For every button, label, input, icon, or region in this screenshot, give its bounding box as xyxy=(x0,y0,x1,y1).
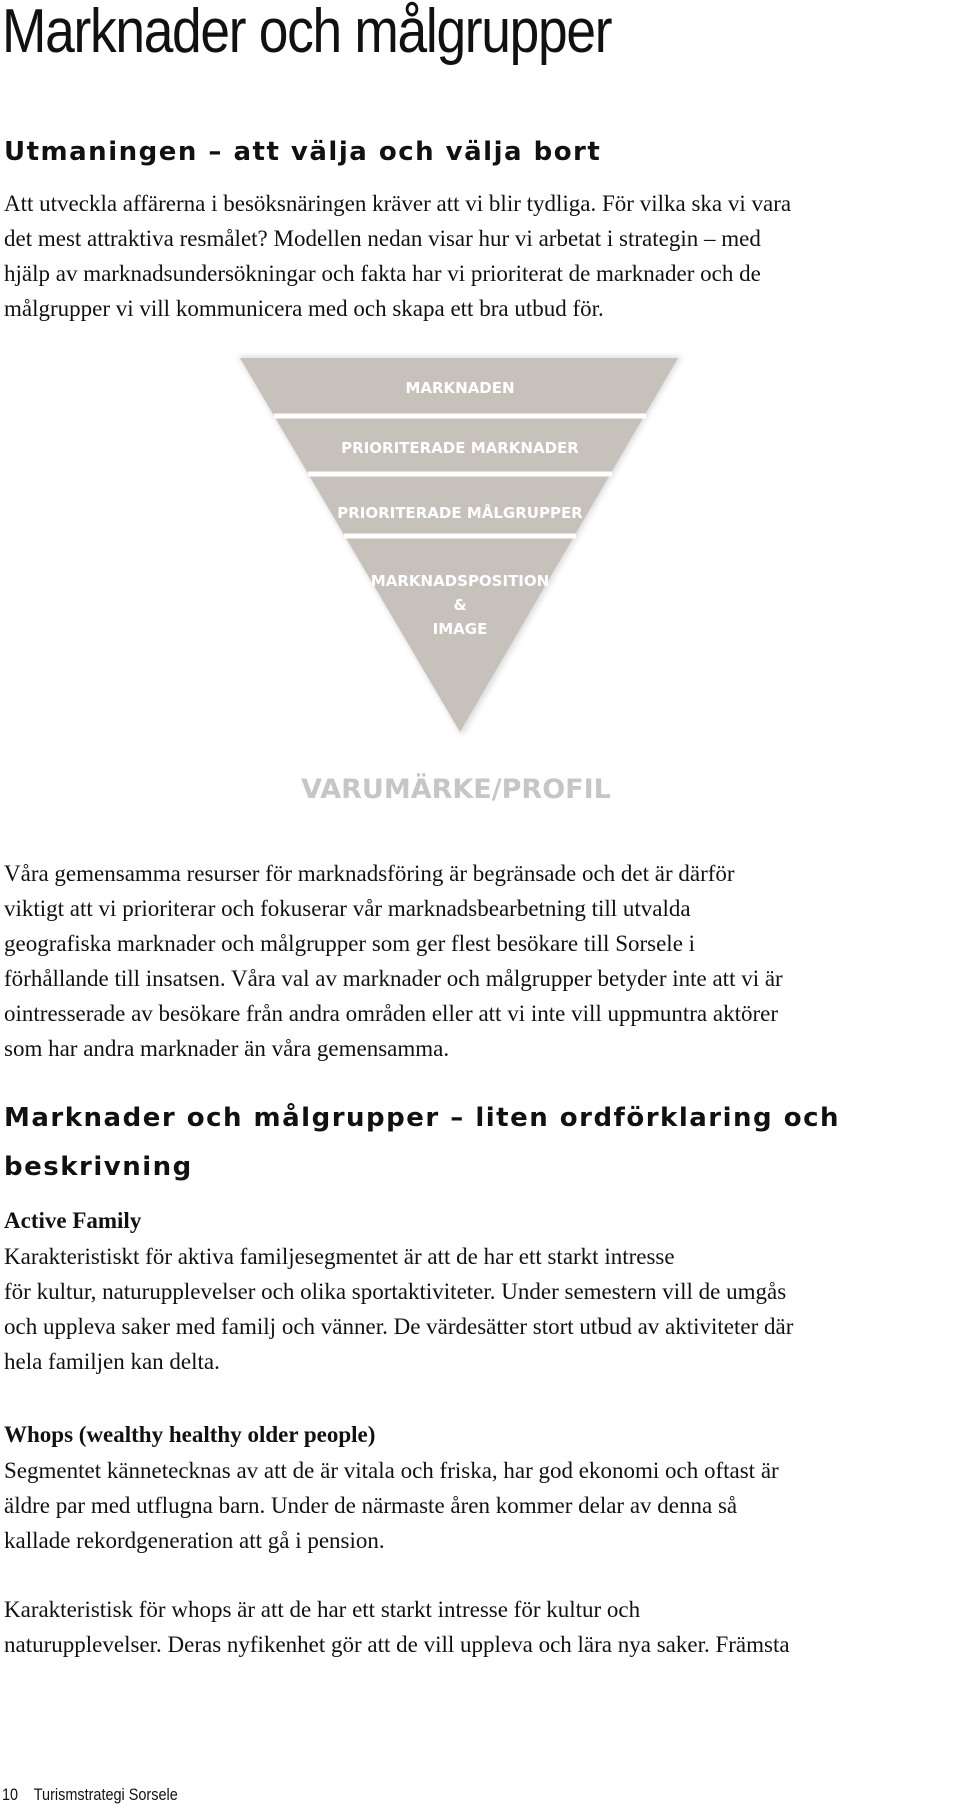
page-title: Marknader och målgrupper xyxy=(2,0,612,66)
funnel-apex-line-1: MARKNADSPOSITION xyxy=(370,572,550,590)
section-heading-utmaningen: Utmaningen – att välja och välja bort xyxy=(4,137,602,167)
section-heading-ordforklaring-line1: Marknader och målgrupper – liten ordförklaring och xyxy=(4,1103,840,1133)
segment-text-active-family: Karakteristiskt för aktiva familjesegmentet är att de har ett starkt intresse för kultur, naturupplevelser och olika sportaktiviteter. Under semestern vill de umgås och uppleva saker med familj och vänner. De värdesätter stort utbud av aktiviteter där hela familjen kan delta. xyxy=(4,1244,794,1374)
page-footer xyxy=(2,1785,178,1805)
footer-page-number: 10 xyxy=(2,1785,19,1804)
funnel-level-marknaden: MARKNADEN xyxy=(405,379,515,397)
funnel-level-prioriterade-marknader: PRIORITERADE MARKNADER xyxy=(341,439,579,457)
funnel-label-varumarke-profil: VARUMÄRKE/PROFIL xyxy=(301,774,611,805)
funnel-apex-line-2: & xyxy=(453,596,467,614)
segment-text-whops-2: Karakteristisk för whops är att de har ett starkt intresse för kultur och naturupplevelser. Deras nyfikenhet gör att de vill uppleva och lära nya saker. Främsta xyxy=(4,1597,790,1657)
segment-title-whops: Whops (wealthy healthy older people) xyxy=(4,1422,376,1447)
section-heading-ordforklaring-line2: beskrivning xyxy=(4,1152,193,1182)
funnel-apex-line-3: IMAGE xyxy=(432,620,488,638)
segment-text-whops: Segmentet kännetecknas av att de är vitala och friska, har god ekonomi och oftast är äldre par med utflugna barn. Under de närmaste åren kommer delar av denna så kallade rekordgeneration att gå i pension. xyxy=(4,1458,779,1553)
footer-document-title: Turismstrategi Sorsele xyxy=(33,1785,178,1804)
segment-title-active-family: Active Family xyxy=(4,1208,142,1233)
funnel-level-prioriterade-malgrupper: PRIORITERADE MÅLGRUPPER xyxy=(337,504,583,522)
intro-paragraph: Att utveckla affärerna i besöksnäringen kräver att vi blir tydliga. För vilka ska vi vara det mest attraktiva resmålet? Modellen nedan visar hur vi arbetat i strategin – med hjälp av marknadsundersökningar och fakta har vi prioriterat de marknader och de målgrupper vi vill kommunicera med och skapa ett bra utbud för. xyxy=(4,191,792,321)
resources-paragraph: Våra gemensamma resurser för marknadsföring är begränsade och det är därför viktigt att vi prioriterar och fokuserar vår marknadsbearbetning till utvalda geografiska marknader och målgrupper som ger flest besökare till Sorsele i förhållande till insatsen. Våra val av marknader och målgrupper betyder inte att vi är ointresserade av besökare från andra områden eller att vi inte vill uppmuntra aktörer som har andra marknader än våra gemensamma. xyxy=(4,861,783,1061)
marketing-funnel-diagram xyxy=(230,348,690,818)
